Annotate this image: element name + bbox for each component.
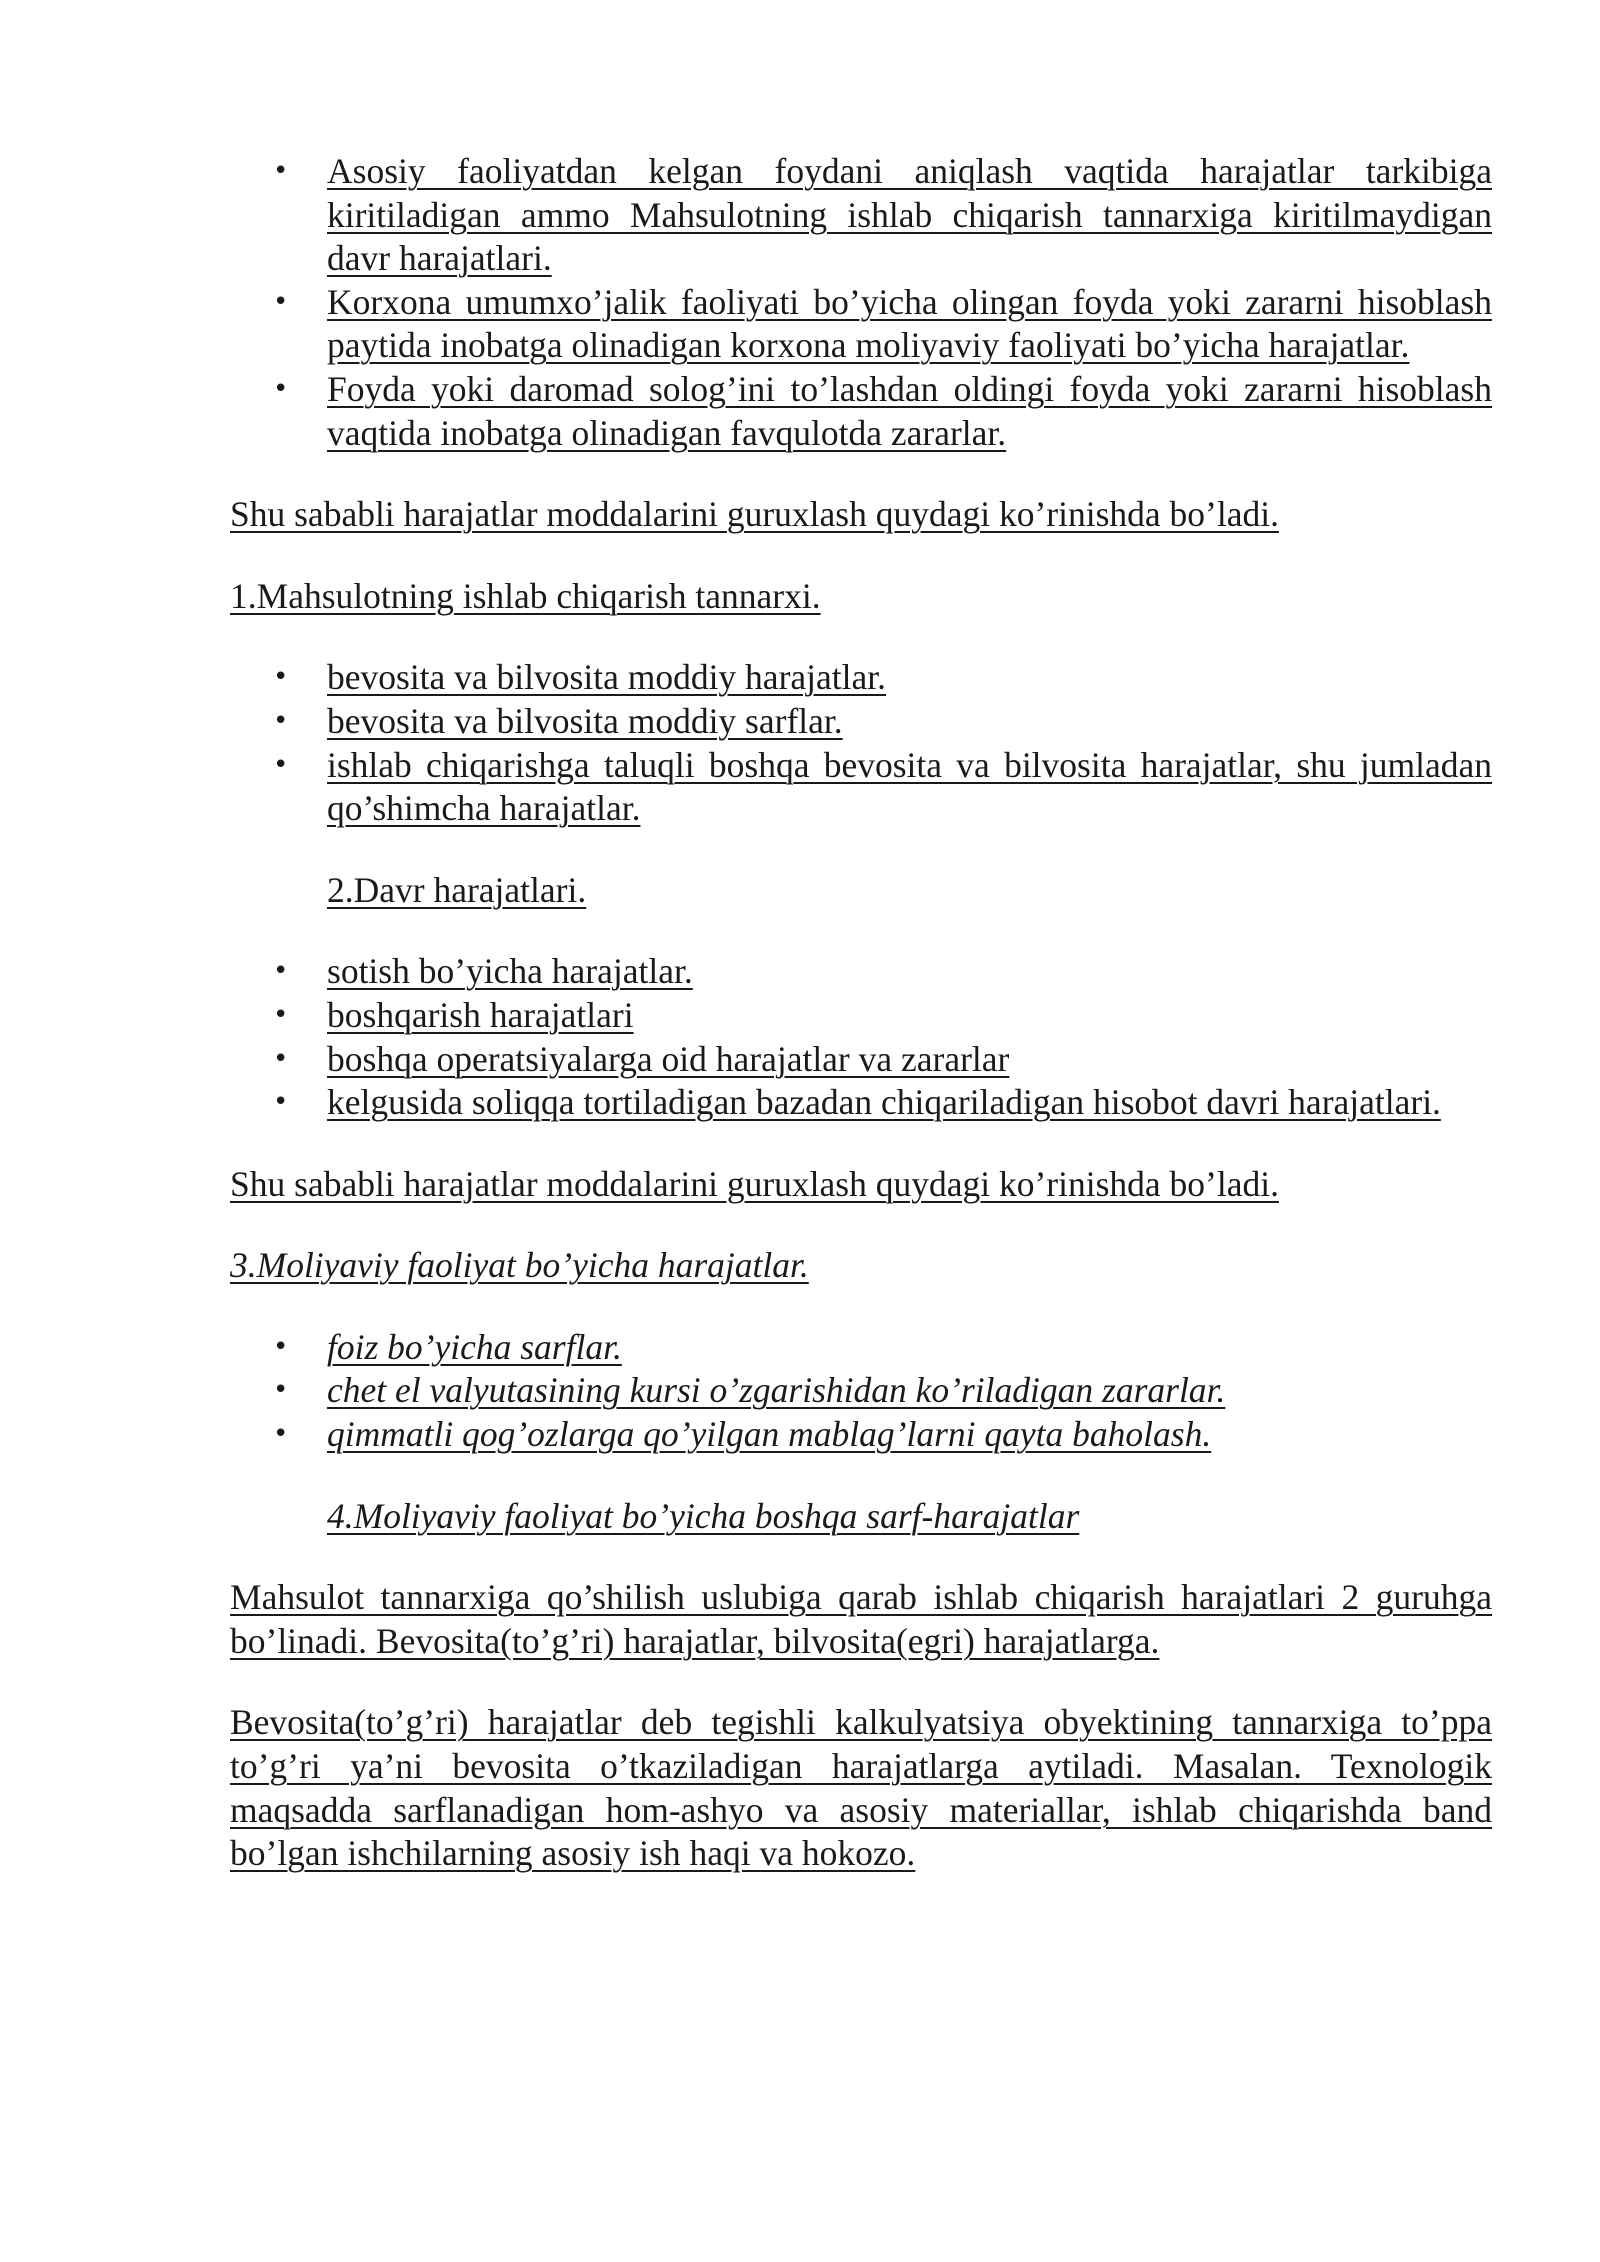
section-heading: 2.Davr harajatlari.	[327, 869, 587, 910]
list-item: • ishlab chiqarishga taluqli boshqa bevosita va bilvosita harajatlar, shu jumladan qo’shimcha harajatlar.	[273, 744, 1492, 829]
section-heading: 1.Mahsulotning ishlab chiqarish tannarxi.	[230, 575, 821, 616]
bullet-icon: •	[273, 999, 289, 1030]
bullet-icon: •	[273, 373, 289, 404]
list-item: • Asosiy faoliyatdan kelgan foydani aniqlash vaqtida harajatlar tarkibiga kiritiladigan ammo Mahsulotning ishlab chiqarish tannarxiga kiritilmaydigan davr harajatlari.	[273, 151, 1492, 279]
bullet-icon: •	[273, 286, 289, 317]
bullet-icon: •	[273, 1419, 289, 1450]
list-item: • foiz bo’yicha sarflar.	[327, 1326, 1492, 1370]
list-item: • bevosita va bilvosita moddiy harajatlar.	[327, 656, 1492, 700]
paragraph: Shu sababli harajatlar moddalarini guruxlash quydagi ko’rinishda bo’ladi.	[230, 1163, 1279, 1204]
bullet-icon: •	[273, 662, 289, 693]
bullet-icon: •	[273, 956, 289, 987]
section-heading: 3.Moliyaviy faoliyat bo’yicha harajatlar.	[230, 1245, 809, 1286]
list-item: • sotish bo’yicha harajatlar.	[327, 950, 1492, 994]
bullet-icon: •	[273, 1331, 289, 1362]
list-item: • boshqarish harajatlari	[327, 994, 1492, 1038]
section-heading: 4.Moliyaviy faoliyat bo’yicha boshqa sarf-harajatlar	[327, 1495, 1080, 1536]
bullet-icon: •	[273, 705, 289, 736]
list-item: • chet el valyutasining kursi o’zgarishidan ko’riladigan zararlar.	[327, 1369, 1492, 1413]
bullet-icon: •	[273, 1043, 289, 1074]
paragraph: Bevosita(to’g’ri) harajatlar deb tegishli kalkulyatsiya obyektining tannarxiga to’ppa to’g’ri ya’ni bevosita o’tkaziladigan harajatlarga aytiladi. Masalan. Texnologik maqsadda sarflanadigan hom-ashyo va asosiy materiallar, ishlab chiqarishda band bo’lgan ishchilarning asosiy ish haqi va hokozo.	[230, 1702, 1492, 1874]
list-item: • boshqa operatsiyalarga oid harajatlar va zararlar	[327, 1038, 1492, 1082]
financial-expenses-list	[230, 1326, 1492, 1457]
bullet-icon: •	[273, 1087, 289, 1118]
list-item: • Korxona umumxo’jalik faoliyati bo’yicha olingan foyda yoki zararni hisoblash paytida inobatga olinadigan korxona moliyaviy faoliyati bo’yicha harajatlar.	[273, 281, 1492, 366]
document-body	[230, 150, 1492, 1876]
expense-types-list	[230, 150, 1492, 455]
period-expenses-list	[230, 950, 1492, 1124]
list-item: • qimmatli qog’ozlarga qo’yilgan mablag’larni qayta baholash.	[327, 1413, 1492, 1457]
list-item: • bevosita va bilvosita moddiy sarflar.	[327, 700, 1492, 744]
paragraph: Mahsulot tannarxiga qo’shilish uslubiga qarab ishlab chiqarish harajatlari 2 guruhga bo’linadi. Bevosita(to’g’ri) harajatlar, bilvosita(egri) harajatlarga.	[230, 1577, 1492, 1661]
bullet-icon: •	[273, 156, 289, 186]
list-item: • Foyda yoki daromad solog’ini to’lashdan oldingi foyda yoki zararni hisoblash vaqtida inobatga olinadigan favqulotda zararlar.	[273, 368, 1492, 453]
production-cost-list	[230, 656, 1492, 830]
paragraph: Shu sababli harajatlar moddalarini guruxlash quydagi ko’rinishda bo’ladi.	[230, 494, 1279, 535]
list-item: • kelgusida soliqqa tortiladigan bazadan chiqariladigan hisobot davri harajatlari.	[327, 1081, 1492, 1125]
bullet-icon: •	[273, 749, 289, 780]
bullet-icon: •	[273, 1375, 289, 1406]
